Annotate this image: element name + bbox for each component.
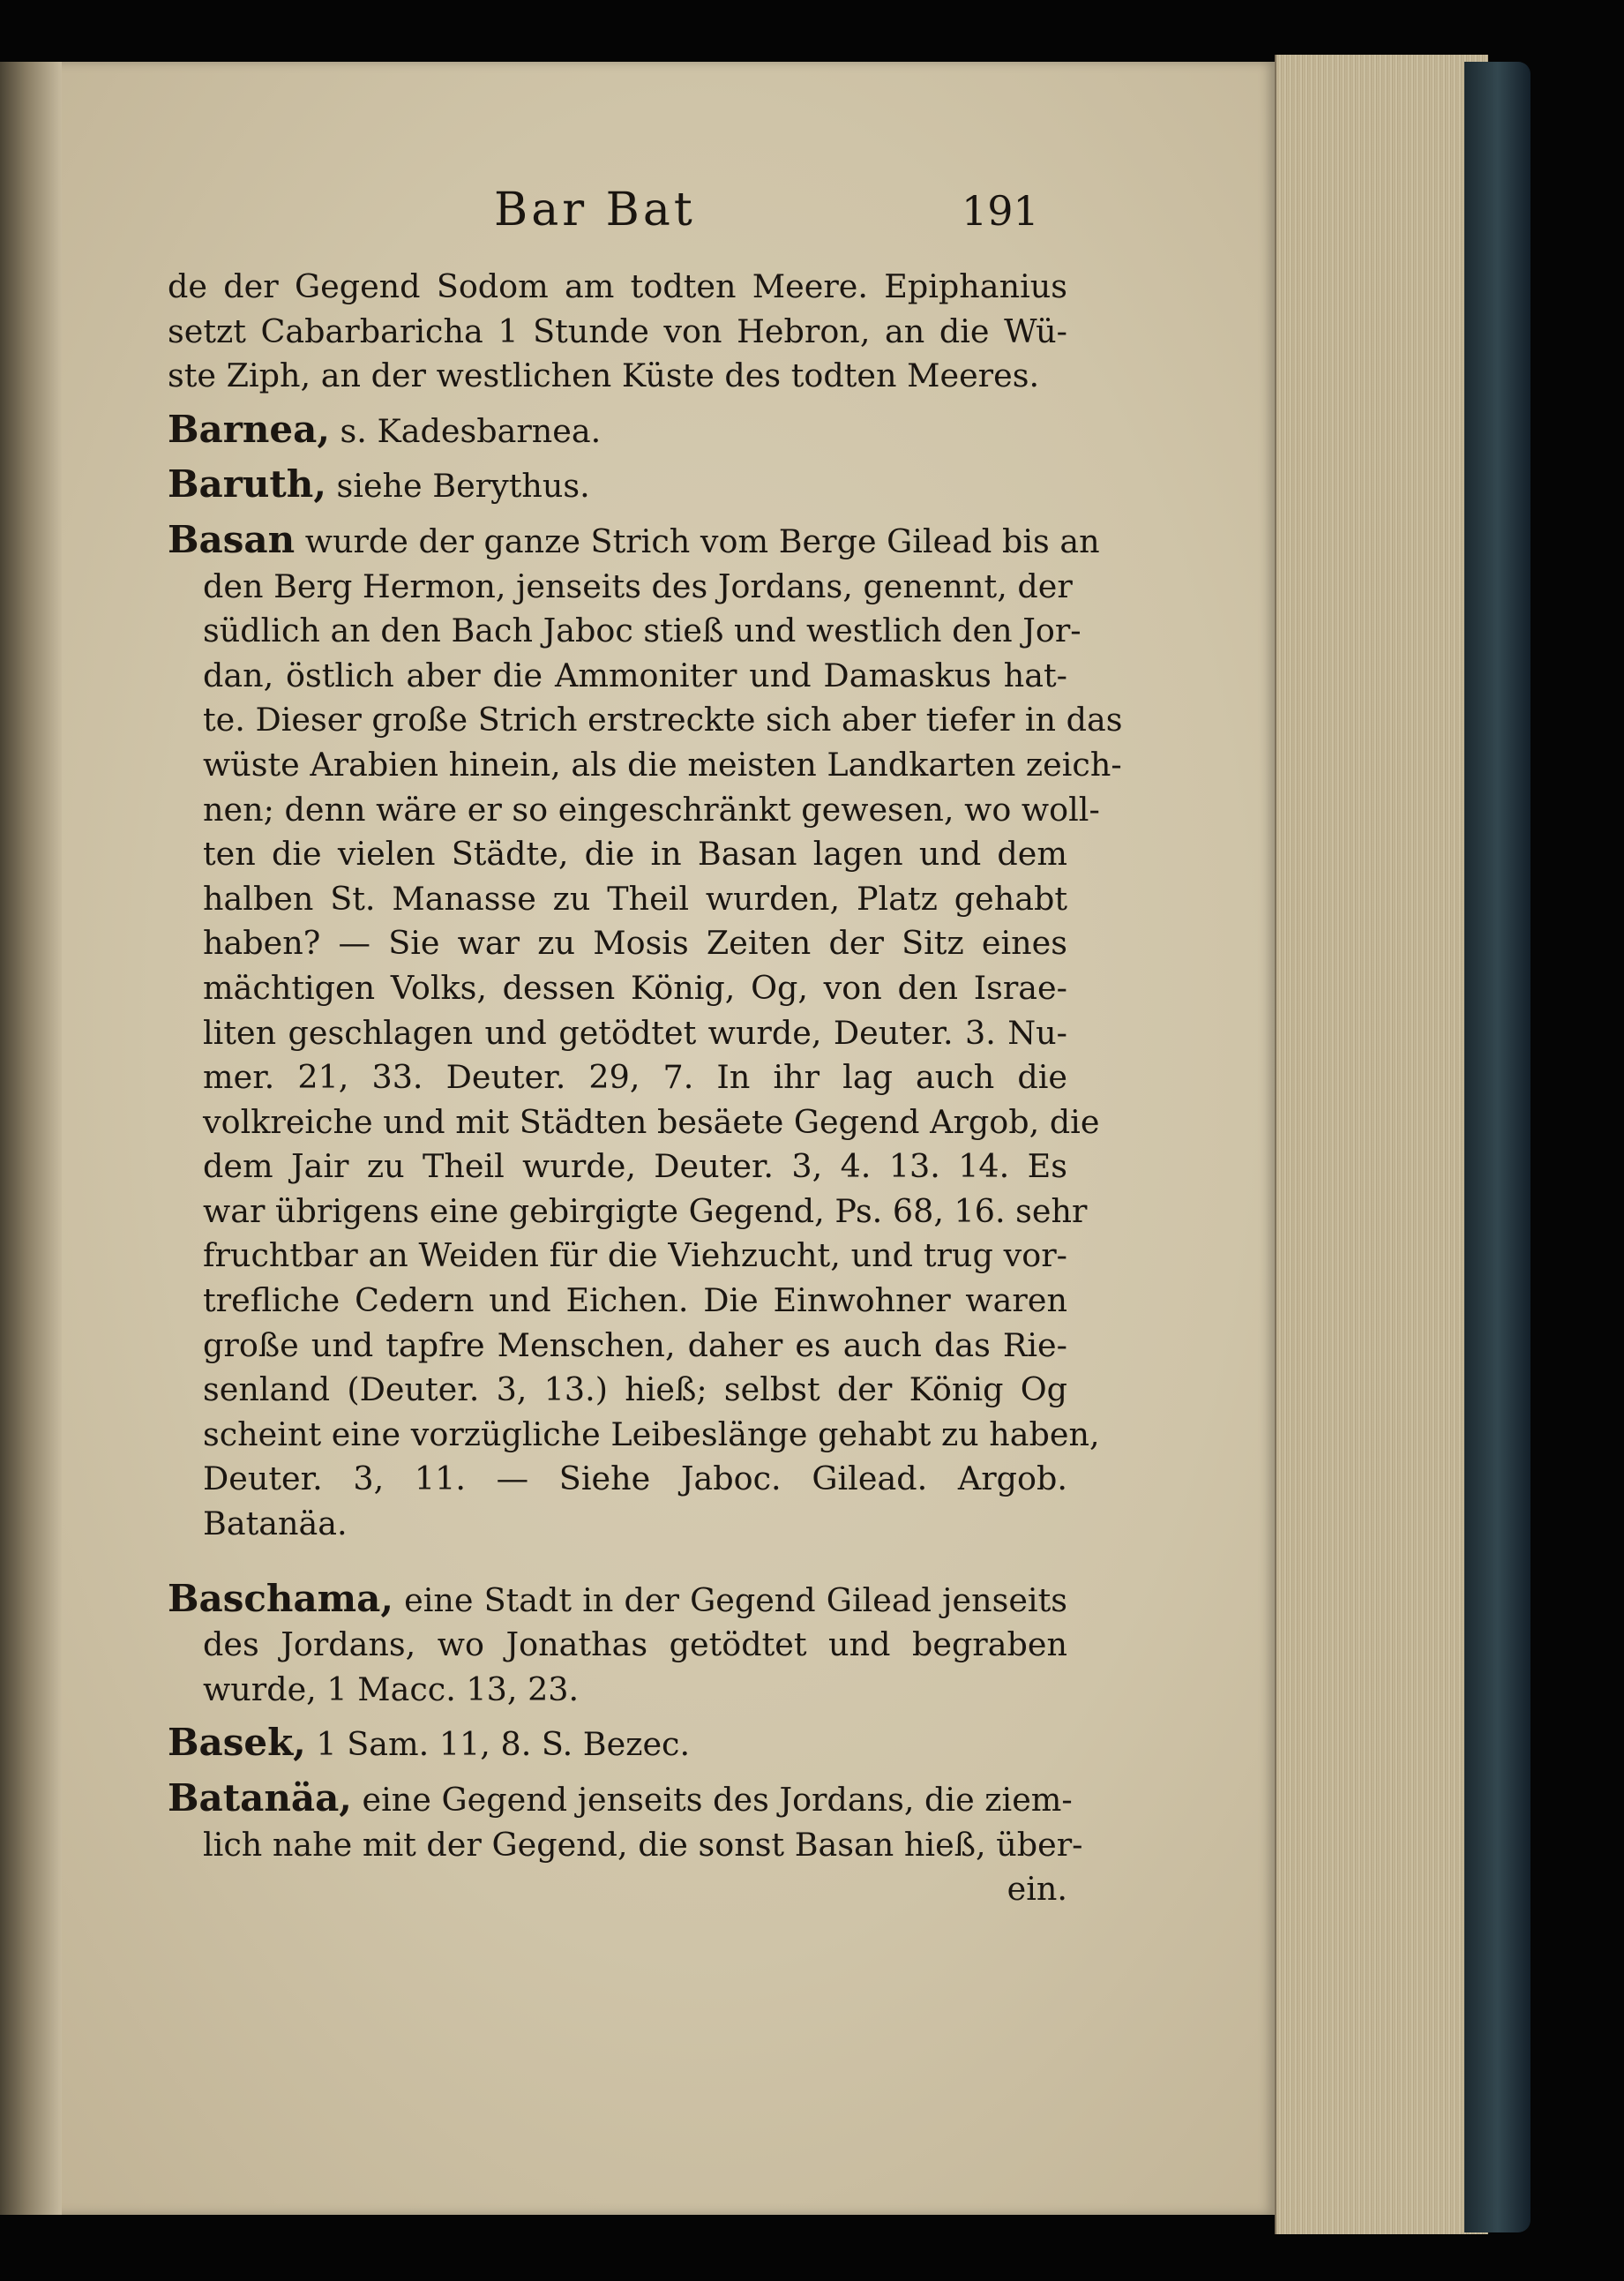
entry-basek bbox=[168, 1721, 1067, 1767]
text-line: Batanäa. bbox=[203, 1504, 348, 1543]
text-line: haben? — Sie war zu Mosis Zeiten der Sitz eines bbox=[203, 924, 1067, 963]
text-line: wurde, 1 Macc. 13, 23. bbox=[203, 1669, 580, 1708]
text-line: große und tapfre Menschen, daher es auch das Rie- bbox=[203, 1325, 1067, 1364]
book-cover bbox=[1464, 62, 1530, 2232]
text-line: nen; denn wäre er so eingeschränkt gewesen, wo woll- bbox=[203, 790, 1100, 829]
text-line: volkreiche und mit Städten besäete Gegend Argob, die bbox=[203, 1102, 1100, 1141]
text-line: lich nahe mit der Gegend, die sonst Basan hieß, über- bbox=[203, 1825, 1083, 1864]
text-line bbox=[168, 1577, 1067, 1624]
page-number: 191 bbox=[962, 187, 1039, 235]
page-edges bbox=[1275, 55, 1488, 2234]
entry-text: s. Kadesbarnea. bbox=[329, 411, 602, 450]
entry-baruth bbox=[168, 462, 1067, 509]
text-line bbox=[168, 517, 1100, 565]
book-gutter bbox=[0, 62, 62, 2215]
headword: Baschama, bbox=[168, 1576, 393, 1620]
page-body bbox=[168, 265, 1123, 1912]
text-line: mächtigen Volks, dessen König, Og, von den Israe- bbox=[203, 968, 1067, 1007]
text-line: des Jordans, wo Jonathas getödtet und begraben bbox=[203, 1625, 1067, 1664]
catchword: ein. bbox=[1007, 1870, 1067, 1909]
text-line: senland (Deuter. 3, 13.) hieß; selbst der König Og bbox=[203, 1370, 1067, 1409]
entry-text: siehe Berythus. bbox=[326, 467, 590, 506]
text-line: dan, östlich aber die Ammoniter und Damaskus hat- bbox=[203, 656, 1067, 694]
text-line: liten geschlagen und getödtet wurde, Deuter. 3. Nu- bbox=[203, 1013, 1067, 1052]
entry-batanaa bbox=[168, 1776, 1083, 1867]
text-line bbox=[168, 1776, 1073, 1823]
headword: Basan bbox=[168, 517, 296, 561]
text-line bbox=[168, 408, 1067, 454]
entry-baschama bbox=[168, 1577, 1067, 1713]
text-line: Deuter. 3, 11. — Siehe Jaboc. Gilead. Argob. bbox=[203, 1459, 1067, 1498]
headword: Basek, bbox=[168, 1721, 306, 1765]
text-line: südlich an den Bach Jaboc stieß und westlich den Jor- bbox=[203, 612, 1081, 650]
entry-text: wurde der ganze Strich vom Berge Gilead bis an bbox=[295, 521, 1100, 560]
entry-text: 1 Sam. 11, 8. S. Bezec. bbox=[305, 1725, 691, 1764]
text-line: te. Dieser große Strich erstreckte sich aber tiefer in das bbox=[203, 701, 1123, 739]
text-line: ste Ziph, an der westlichen Küste des todten Meeres. bbox=[168, 356, 1040, 395]
text-line: den Berg Hermon, jenseits des Jordans, genennt, der bbox=[203, 566, 1073, 605]
text-line: halben St. Manasse zu Theil wurden, Platz gehabt bbox=[203, 879, 1067, 918]
text-line: scheint eine vorzügliche Leibeslänge gehabt zu haben, bbox=[203, 1414, 1100, 1453]
entry-barnea bbox=[168, 408, 1067, 454]
text-line bbox=[168, 1721, 1067, 1767]
text-line: mer. 21, 33. Deuter. 29, 7. In ihr lag auch die bbox=[203, 1058, 1067, 1097]
continuation-paragraph bbox=[168, 265, 1067, 399]
entry-text: eine Stadt in der Gegend Gilead jenseits bbox=[393, 1580, 1067, 1619]
page-header bbox=[0, 184, 1275, 245]
text-line: dem Jair zu Theil wurde, Deuter. 3, 4. 13. 14. Es bbox=[203, 1147, 1067, 1186]
text-line: ten die vielen Städte, die in Basan lagen und dem bbox=[203, 835, 1067, 874]
text-line: war übrigens eine gebirgigte Gegend, Ps. 68, 16. sehr bbox=[203, 1191, 1088, 1230]
text-line: wüste Arabien hinein, als die meisten Landkarten zeich- bbox=[203, 745, 1122, 784]
text-line: fruchtbar an Weiden für die Viehzucht, und trug vor- bbox=[203, 1236, 1067, 1275]
headword: Batanäa, bbox=[168, 1776, 352, 1820]
running-head: Bar Bat bbox=[494, 184, 696, 236]
text-line: trefliche Cedern und Eichen. Die Einwohner waren bbox=[203, 1281, 1067, 1320]
spacer bbox=[168, 1547, 1067, 1568]
entry-basan bbox=[168, 517, 1123, 1547]
entry-text: eine Gegend jenseits des Jordans, die ziem- bbox=[351, 1781, 1073, 1819]
text-line: de der Gegend Sodom am todten Meere. Epiphanius bbox=[168, 267, 1067, 305]
headword: Baruth, bbox=[168, 462, 326, 506]
headword: Barnea, bbox=[168, 407, 330, 451]
text-line: setzt Cabarbaricha 1 Stunde von Hebron, an die Wü- bbox=[168, 311, 1067, 350]
text-line bbox=[168, 462, 1067, 509]
